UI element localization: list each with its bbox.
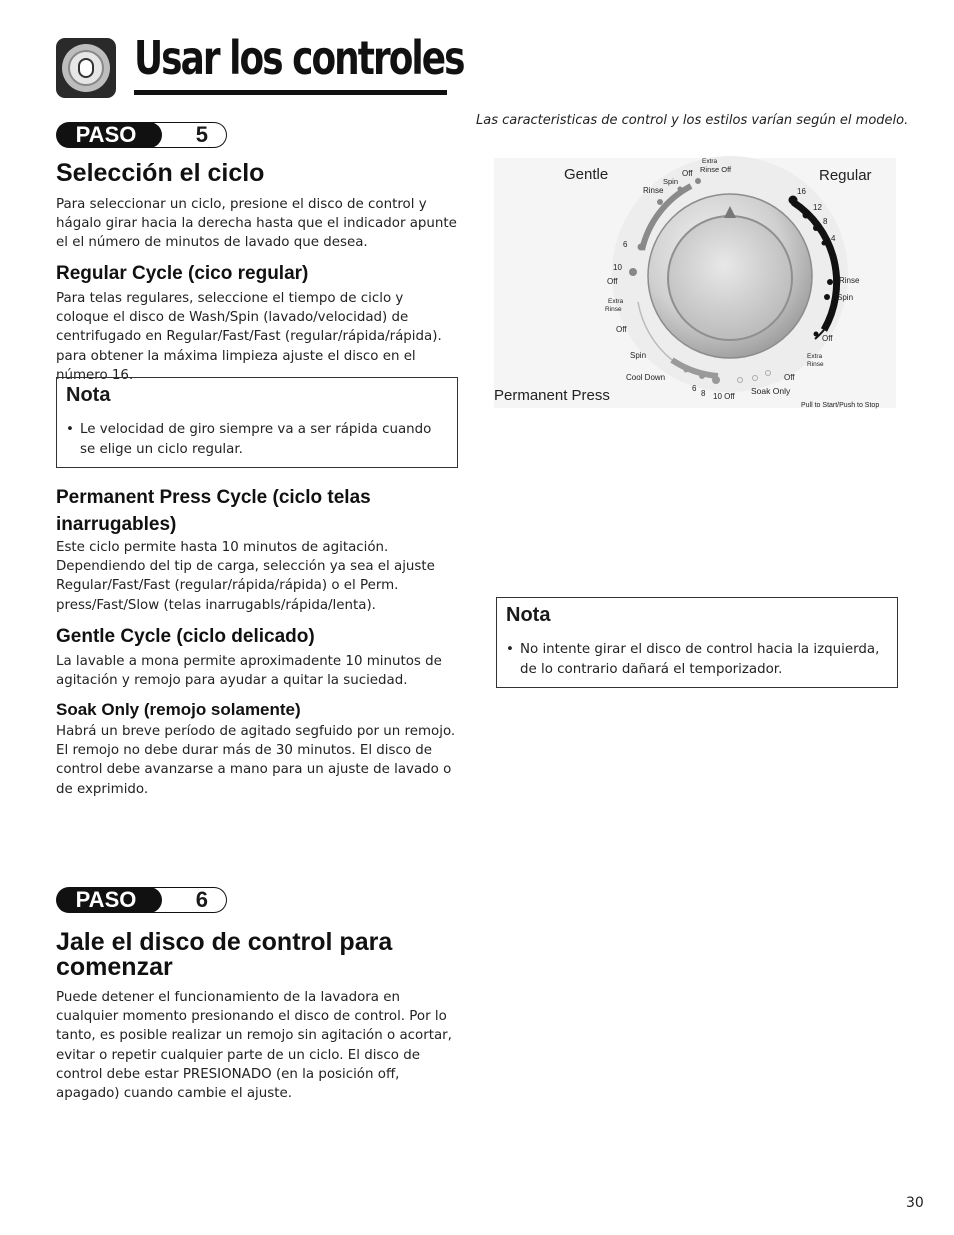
lbl-off-right: Off	[822, 334, 833, 343]
lbl-16: 16	[797, 187, 806, 196]
title-underline	[134, 90, 447, 95]
nota-box-warning	[496, 597, 898, 688]
permanent-press-text: Este ciclo permite hasta 10 minutos de agitación. Dependiendo del tip de carga, selección ya sea el ajuste Regular/Fast/Fast (regular/rápida/rápida) o el Perm. press/Fast/Slow (telas inarrugabls/rápida/lenta).	[56, 540, 435, 613]
nota-title: Nota	[506, 604, 551, 626]
lbl-4: 4	[831, 234, 836, 243]
lbl-10-off-bottom: 10 Off	[713, 392, 735, 401]
lbl-rinse-right: Rinse	[839, 276, 860, 285]
lbl-spin-left: Spin	[630, 351, 647, 360]
lbl-off-top: Off	[682, 169, 693, 178]
lbl-extra-left: Extra	[608, 298, 624, 305]
lbl-spin-top: Spin	[663, 177, 679, 186]
lbl-off-right-2: Off	[784, 373, 795, 382]
nota-title: Nota	[66, 384, 111, 406]
lbl-extra-rinse-left: Rinse	[605, 306, 622, 313]
step-5-heading: Selección el ciclo	[56, 159, 265, 187]
dial-pull-push-label: Pull to Start/Push to Stop	[801, 402, 880, 409]
step-5-intro: Para seleccionar un ciclo, presione el disco de control y hágalo girar hacia la derecha hasta que el indicador apunte el el número de minutos de lavado que desea.	[56, 197, 457, 251]
nota-box-regular	[56, 377, 458, 468]
page-number: 30	[906, 1195, 924, 1211]
lbl-6-bottom: 6	[692, 384, 697, 393]
lbl-6-left: 6	[623, 240, 628, 249]
lbl-extra-rinse-right: Rinse	[807, 361, 824, 368]
gentle-cycle-text: La lavable a mona permite aproximadente 10 minutos de agitación y remojo para ayudar a quitar la suciedad.	[56, 654, 442, 689]
lbl-8: 8	[823, 217, 828, 226]
lbl-10-left: 10	[613, 263, 622, 272]
lbl-rinse-off-top: Rinse Off	[700, 165, 732, 174]
regular-cycle-text: Para telas regulares, seleccione el tiempo de ciclo y coloque el disco de Wash/Spin (lavado/velocidad) de centrifugado en Regular/Fast/Fast (regular/rápida/rápida). para obtener la máxima limpieza ajuste el disco en el número 16.	[56, 291, 442, 383]
step-6-text: Puede detener el funcionamiento de la lavadora en cualquier momento presionando el disco de control. Por lo tanto, es posible realizar un remojo sin agitación o acortar, evitar o repetir cualquier parte de un ciclo. El disco de control debe estar PRESIONADO (en la posición off, apagado) cuando cambie el ajuste.	[56, 990, 452, 1102]
step-6-number: 6	[144, 887, 227, 913]
lbl-rinse-top: Rinse	[643, 186, 664, 195]
lbl-off-left-2: Off	[607, 277, 618, 286]
lbl-12: 12	[813, 203, 822, 212]
step-6-badge	[56, 887, 216, 913]
lbl-soak-only: Soak Only	[751, 386, 791, 396]
page-title: Usar los controles	[134, 31, 464, 85]
step-6-label: PASO	[56, 887, 162, 913]
control-dial-diagram	[490, 152, 900, 414]
nota-text: • Le velocidad de giro siempre va a ser rápida cuando se elige un ciclo regular.	[66, 422, 432, 457]
gentle-cycle-heading: Gentle Cycle (ciclo delicado)	[56, 626, 315, 647]
dial-permanent-press-label: Permanent Press	[494, 387, 610, 404]
dial-knob-center	[668, 216, 792, 340]
dial-regular-label: Regular	[819, 167, 872, 184]
dial-gentle-label: Gentle	[564, 166, 609, 183]
step-5-number: 5	[144, 122, 227, 148]
permanent-press-heading: Permanent Press Cycle (ciclo telas inarrugables)	[56, 487, 371, 535]
model-caption: Las caracteristicas de control y los estilos varían según el modelo.	[476, 113, 909, 128]
nota-text: • No intente girar el disco de control hacia la izquierda, de lo contrario dañará el temporizador.	[506, 642, 880, 677]
soak-only-text: Habrá un breve período de agitado segfuido por un remojo. El remojo no debe durar más de 30 minutos. El disco de control debe avanzarse a mano para un ajuste de lavado o de exprimido.	[56, 724, 456, 797]
lbl-extra-right: Extra	[807, 353, 823, 360]
lbl-off-left: Off	[616, 325, 627, 334]
step-5-label: PASO	[56, 122, 162, 148]
regular-cycle-heading: Regular Cycle (cico regular)	[56, 263, 309, 284]
lbl-spin-right: Spin	[837, 293, 854, 302]
step-6-heading: Jale el disco de control para comenzar	[56, 928, 393, 981]
lbl-extra: Extra	[702, 158, 718, 165]
step-5-badge	[56, 122, 216, 148]
lbl-cool-down: Cool Down	[626, 373, 666, 382]
washer-dial-logo-icon	[56, 38, 116, 98]
soak-only-heading: Soak Only (remojo solamente)	[56, 700, 301, 719]
lbl-8-bottom: 8	[701, 389, 706, 398]
